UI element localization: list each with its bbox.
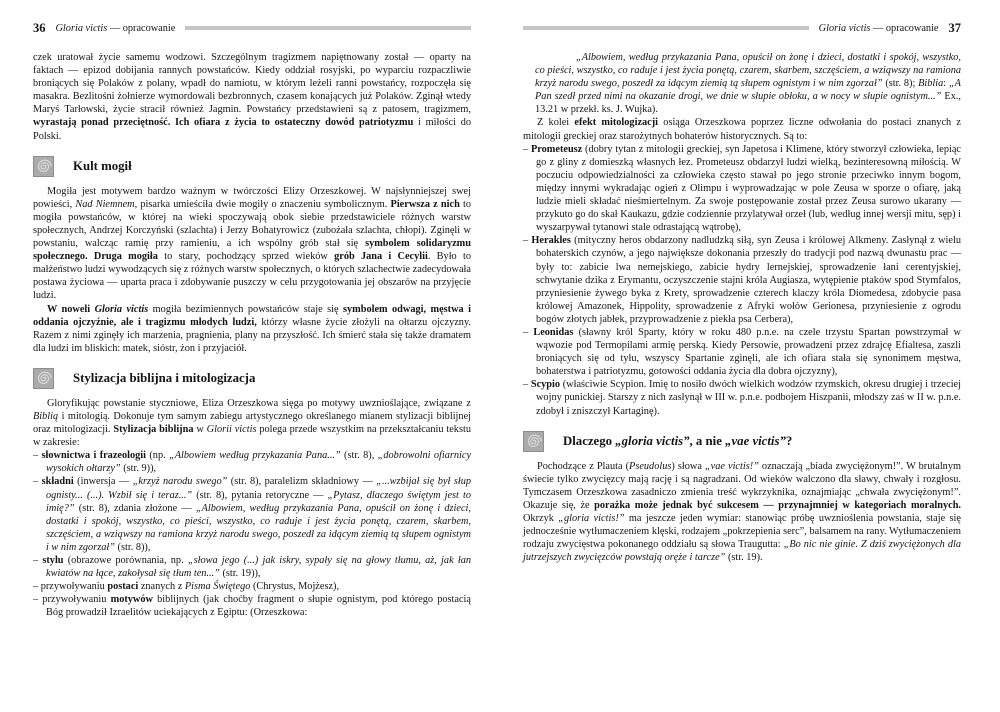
page-36 — [33, 20, 471, 619]
text-run: „gloria victis” — [615, 433, 690, 448]
text-run: „gloria victis!” — [558, 513, 625, 524]
text-run: Gloryfikując powstanie styczniowe, Eliza Orzeszkowa sięga po motywy uwznioślające, związane z — [47, 397, 471, 409]
text-run: „vae victis!” — [704, 460, 759, 472]
text-run: „krzyż narodu swego” — [132, 476, 228, 488]
text-run: Pseudolus — [629, 460, 672, 472]
text-run: oznaczają „biada zwyciężonym!”. W brutalnym świecie tylko zwycięzcy mają rację i są nagradzani. Od wieków walczono dla sławy, chwały i rozgłosu. Tymczasem Orzeszkowa zasadniczo zmienia treść wykrzyknika, oznajmiając „chwała zwyciężonym!”. Okazuje się, że — [523, 460, 961, 511]
text-run: (np. — [146, 450, 170, 462]
text-run: Okrzyk — [523, 513, 559, 524]
text-run: Kult mogił — [73, 158, 132, 173]
text-run: Stylizacja biblijna i mitologizacja — [73, 370, 256, 385]
text-run: „Pytasz, dlaczego świętym jest to imię?” — [46, 489, 471, 514]
text-run: (sławny król Sparty, który w roku 480 p.n.e. na czele trzystu Spartan powstrzymał w wąwozie pod Termopilami armię perską. Kiedy Persowie, prowadzeni przez zdrajcę Efialtesa, zaszli broniących się od tyłu, wszyscy Spartanie zginęli, ale ich ofiara stała się synonimem męstwa, bohaterstwa i patriotyzmu, gotowości oddania życia dla dobra ojczyzny), — [536, 326, 961, 378]
text-run: Leonidas — [533, 326, 574, 338]
text-run: „Albowiem, według przykazania Pana, opuścił on żonę i dzieci, dostatki i spokój, wszystko, co pieści, wszystko, co raduje i jest życia ponętą, czarem, skarbem, szczęściem, a wziąwszy na ramiona krzyż narodu swego, poszedł za idącym ziemią tą słupem ognistym i w nim zgorzał” — [535, 52, 961, 90]
text-run: : — [943, 78, 949, 90]
text-run: – — [523, 326, 534, 338]
list-item — [523, 234, 961, 326]
text-run: „A Pan szedł przed nimi na okazanie drogi, we dnie w słupie obłoku, a w nocy w słupie ognistym...” — [535, 78, 961, 103]
text-run: – — [33, 476, 42, 488]
text-run: to stary, pochodzący sprzed wieków — [157, 251, 335, 263]
text-run: symbolem solidaryzmu społecznego. Druga mogiła — [33, 238, 471, 263]
text-run: – — [523, 143, 531, 155]
text-run: postaci — [107, 581, 139, 593]
list-item — [523, 378, 961, 417]
paragraph — [33, 185, 471, 303]
paragraph — [523, 116, 961, 142]
text-run: którzy własne życie złożyli na ołtarzu ojczyzny. Razem z nimi zginęły ich marzenia, pragnienia, plany na przyszłość. Ich śmierć stała się także dramatem dla ludzi im bliskich: matek, sióstr, żon i przyjaciół. — [33, 316, 471, 354]
text-run: Mogiła jest motywem bardzo ważnym w twórczości Elizy Orzeszkowej. W najsłynniejszej swej powieści, — [33, 185, 471, 210]
text-run: Biblia — [918, 78, 944, 90]
section-heading — [33, 156, 471, 177]
section-heading-text — [73, 159, 132, 174]
text-run: . Było to małżeństwo ludzi wywodzących się z różnych warstw społecznych, o których szlachectwie zadecydowała postawa życiowa — uparta praca i zdobywanie puszczy w celu przygotowania jej obszarów na przyjęcie ludzi. — [33, 251, 471, 302]
text-run: – przywoływaniu — [33, 581, 108, 593]
text-run: (str. 19). — [725, 552, 763, 564]
text-run: – — [33, 450, 42, 462]
text-run: (str. 8)), — [114, 541, 151, 553]
list-item — [33, 580, 471, 593]
section-heading — [33, 368, 471, 389]
text-run: Scypio — [530, 379, 561, 391]
text-run: – — [523, 379, 531, 391]
text-run: (dobry tytan z mitologii greckiej, syn Japetosa i Klimene, który stworzył człowieka, lepiąc go z gliny z domieszką własnych łez. Prometeusz obdarzył ludzi wielką, bezinteresowną miłością. W poczuciu odpowiedzialności za człowieka często stawał po jego stronie przeciwko innym bogom, między innymi wykradając ogień z Olimpu i wyprowadzając w pole Zeusa w sporze o ofiarę, jaką ludzie mieli składać nieśmiertelnym. Za swoje postępowanie został przez Zeusa surowo ukarany — przykuto go do skał Kaukazu, gdzie codziennie przylatywał orzeł (lub, według innej wersji mitu, sęp) i wyszarpywał tytanowi stale odrastającą wątrobę), — [536, 143, 961, 234]
text-run: polega przede wszystkim na przekształcaniu tekstu w zakresie: — [33, 424, 471, 449]
text-run: (obrazowe porównania, np. — [63, 555, 188, 566]
page-body-right — [523, 51, 961, 564]
text-run: Pierwsza z nich — [390, 198, 460, 210]
text-run: (str. 19)), — [219, 568, 261, 580]
text-run: Prometeusz — [530, 143, 583, 155]
text-run: „Bo nic nie ginie. Z dziś zwyciężonych dla jutrzejszych zwycięzców powstają oręże i tarcze” — [523, 539, 961, 564]
text-run: „...wzbijał się był słup ognisty... (...). Wzbił się i teraz...” — [46, 476, 472, 501]
text-run: Gloria victis — [55, 22, 108, 34]
text-run: – przywoływaniu — [33, 594, 111, 606]
page-body-left — [33, 51, 471, 619]
text-run: „vae victis” — [725, 433, 786, 448]
text-run: (str. 8), zdania złożone — — [74, 502, 196, 514]
text-run: (str. 8), pytania retoryczne — — [192, 489, 328, 501]
list-item — [33, 554, 471, 580]
text-run: Nad Niemnem — [75, 198, 135, 210]
swirl-ornament-icon — [33, 156, 54, 177]
text-run: „Albowiem według przykazania Pana...” — [169, 450, 341, 462]
swirl-ornament-icon — [33, 368, 54, 389]
text-run: Pisma Świętego — [184, 581, 251, 593]
running-title-right — [819, 23, 939, 34]
text-run: ) słowa — [671, 460, 705, 472]
header-rule-left — [185, 26, 471, 30]
paragraph — [523, 460, 961, 565]
text-run: (inwersja — — [73, 476, 133, 488]
text-run: – — [523, 235, 532, 247]
text-run: ma jeszcze jeden wymiar: stanowiąc próbę uwznioślenia powstania, staje się jednocześnie wytłumaczeniem klęski, rodzajem „pokrzepienia serc”, balsamem na rany. Wytłumaczeniem rodzaju zwycięstwa pokonanego oddziału są słowa Traugutta: — [523, 513, 961, 551]
text-run: – — [33, 555, 43, 566]
list-item — [523, 326, 961, 378]
text-run: (mityczny heros obdarzony nadludzką siłą, syn Zeusa i królowej Alkmeny. Zasłynął z wielu bohaterskich czynów, a jego największe dokonania przeszły do tradycji pod nazwą dwunastu prac — były to: zabicie lwa nemejskiego, zabicie hydry lernejskiej, sprowadzenie łani cerentyjskiej, schwytanie dzika z Erymantu, oczyszczenie stajni króla Augiasza, wytępienie ptaków spod Stymfalos, przyniesienie żywego byka z Krety, sprowadzenie czterech klaczy króla Diomedesa, zdobycie pasa królowej Amazonek, Hippolity, sprowadzenie z Afryki wołów Gerionesa, przyniesienie z ogrodu bogów złotych jabłek, przyprowadzenie z piekła psa Cerbera), — [536, 235, 961, 325]
text-run: wyrastają ponad przeciętność. Ich ofiara z życia to ostateczny dowód patriotyzmu — [33, 117, 414, 129]
text-run: motywów — [110, 594, 153, 606]
text-run: Ex., 13.21 w przekł. ks. J. Wujka). — [535, 91, 961, 116]
text-run: stylu — [42, 555, 64, 566]
paragraph — [33, 397, 471, 449]
section-heading-text — [563, 434, 792, 449]
list-item — [33, 593, 471, 619]
text-run: symbolem odwagi, męstwa i oddania ojczyźnie, ale i tragizmu młodych ludzi, — [33, 303, 471, 328]
text-run: Glorii victis — [206, 424, 257, 436]
text-run: Gloria victis — [818, 22, 871, 34]
paragraph — [33, 303, 471, 355]
page-header-right — [523, 20, 961, 36]
text-run: (str. 8), paralelizm składniowy — — [227, 476, 377, 488]
page-37 — [523, 20, 961, 564]
paragraph — [535, 51, 961, 116]
list-item — [33, 449, 471, 475]
text-run: Biblią — [33, 410, 59, 422]
text-run: i miłości do Polski. — [33, 117, 471, 142]
text-run: składni — [41, 476, 74, 488]
list-item — [523, 143, 961, 235]
text-run: osiąga Orzeszkowa poprzez liczne odwołania do postaci znanych z mitologii greckiej oraz starożytnych bohaterów historycznych. Są to: — [523, 117, 961, 142]
list-item — [33, 475, 471, 554]
text-run: (właściwie Scypion. Imię to nosiło dwóch wielkich wodzów rzymskich, okresu drugiej i trzeciej wojny punickiej. Starszy z nich zasłynął w III w. p.n.e. podbojem Hiszpanii, młodszy zaś w II w. p.n.e. zdobył i zniszczył Kartaginę). — [536, 379, 961, 417]
text-run: (Chrystus, Mojżesz), — [250, 581, 340, 593]
text-run: W noweli — [47, 303, 95, 315]
text-run: biblijnych (jak choćby fragment o słupie ognistym, pod którego postacią Bóg prowadził Izraelitów uciekających z Egiptu: (Orzeszkowa: — [46, 594, 471, 619]
paragraph — [33, 51, 471, 143]
text-run: w — [193, 424, 207, 436]
text-run: Herakles — [531, 235, 571, 247]
text-run: — opracowanie — [870, 22, 939, 34]
section-heading — [523, 431, 961, 452]
text-run: „Albowiem, według przykazania Pana, opuścił on żonę i dzieci, dostatki i spokój, wszystko, co pieści, wszystko, co raduje i jest życia ponętą, czarem, skarbem, szczęściem, a wziąwszy na ramiona krzyż narodu swego, poszedł za idącym ziemią tą słupem ognistym i w nim zgorzał” — [46, 502, 471, 553]
text-run: (str. 8), — [340, 450, 378, 462]
section-heading-text — [73, 371, 255, 386]
text-run: Pochodzące z Plauta ( — [537, 460, 630, 472]
text-run: Stylizacja biblijna — [113, 424, 194, 436]
text-run: — opracowanie — [107, 22, 176, 34]
text-run: grób Jana i Cecylii — [334, 251, 428, 263]
text-run: efekt mitologizacji — [574, 117, 659, 129]
text-run: Z kolei — [537, 117, 575, 129]
text-run: (str. 9)), — [120, 463, 157, 475]
text-run: (str. 8); — [882, 78, 919, 90]
running-title-left — [56, 23, 176, 34]
text-run: ? — [785, 433, 793, 448]
text-run: mogiła bezimiennych powstańców staje się — [148, 303, 343, 315]
page-number-left: 36 — [33, 20, 46, 35]
text-run: znanych z — [138, 581, 185, 593]
page-header-left — [33, 20, 471, 36]
text-run: to mogiła powstańców, w której na wieki spoczywają obok siebie przedstawiciele różnych warstw społecznych, Andrzej Korczyński (szlachta) i Jerzy Bohatyrowicz (zubożała szlachta, chłopi). Zginęli w powstaniu, walcząc ramię przy ramieniu, a ich wspólny grób stał się — [33, 198, 472, 250]
text-run: , pisarka umieściła dwie mogiły o znaczeniu symbolicznym. — [134, 198, 391, 210]
text-run: czek uratował życie samemu wodzowi. Szczególnym tragizmem napiętnowany został — oparty na faktach — epizod dobijania rannych powstańców. Kiedy oddział rosyjski, po wyparciu rozpaczliwie broniących się Polaków z polany, wpadł do namiotu, w którym leżeli ranni powstańcy, rozpoczęła się masakra. Bezlitośni żołnierze wymordowali bezbronnych, czasem konających już Polaków. Zginął wtedy Maryś Tarłowski, życie stracił również Jagmin. Powstańcy przedstawieni są z patosem, tragizmem, — [33, 52, 471, 116]
text-run: i mitologią. Dokonuje tym samym zabiegu artystycznego określanego mianem stylizacji biblijnej oraz mitologizacji. — [33, 410, 471, 436]
text-run: słownictwa i frazeologii — [41, 450, 147, 462]
text-run: , a nie — [689, 433, 726, 448]
page-number-right: 37 — [948, 20, 961, 35]
text-run: „słowa jego (...) jak iskry, sypały się na głowy tłumu, aż, jak łan kwiatów na łące, zakołysał się tłum ten...” — [46, 555, 471, 580]
header-rule-right — [523, 26, 809, 30]
text-run: Dlaczego — [563, 433, 616, 448]
text-run: porażka może jednak być sukcesem — przynajmniej w kategoriach moralnych. — [594, 499, 961, 511]
text-run: „dobrowolni ofiarnicy wysokich ołtarzy” — [46, 450, 472, 475]
text-run: Gloria victis — [94, 303, 149, 315]
swirl-ornament-icon — [523, 431, 544, 452]
